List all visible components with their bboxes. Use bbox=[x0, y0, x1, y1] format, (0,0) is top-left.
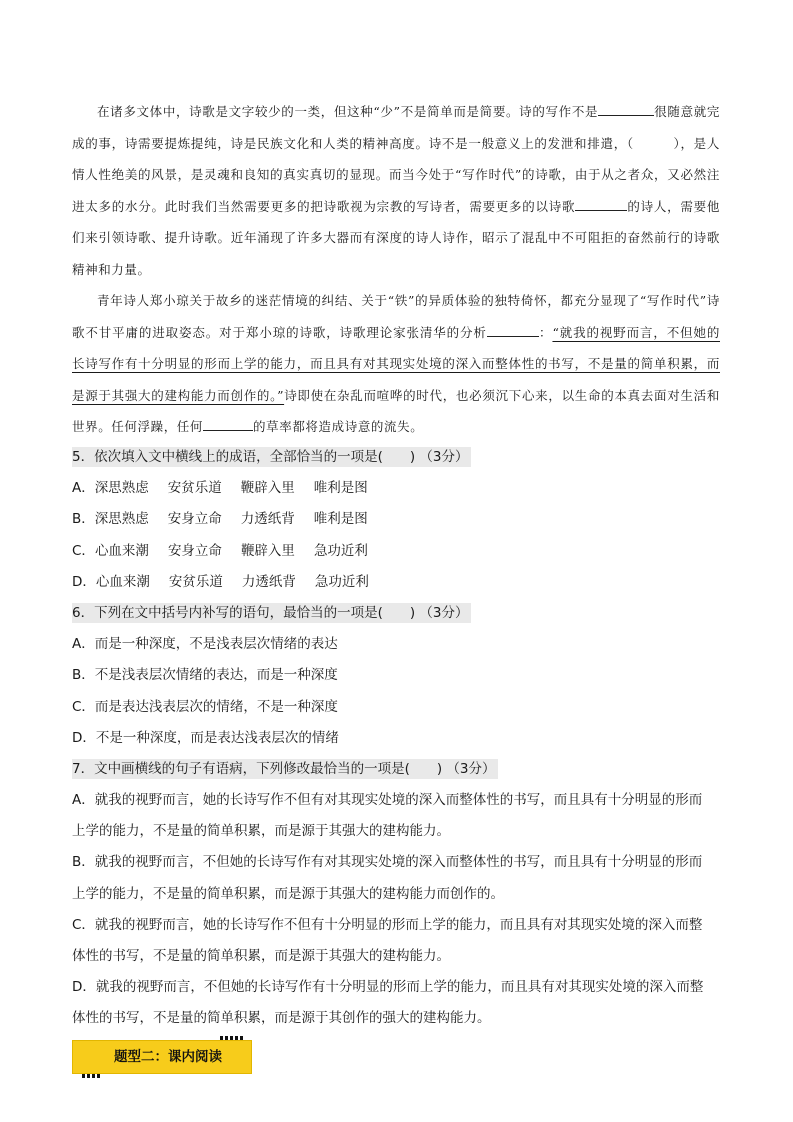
section-title: 题型二：课内阅读 bbox=[114, 1049, 222, 1065]
option-word: 鞭辟入里 bbox=[240, 542, 295, 559]
option-word: 深思熟虑 bbox=[94, 480, 149, 497]
question-7-option-c[interactable]: C．就我的视野而言，她的长诗写作不但有十分明显的形而上学的能力，而且具有对其现实处境的深入而整 bbox=[72, 916, 703, 933]
section-banner bbox=[72, 1036, 252, 1078]
question-5-option-a[interactable] bbox=[72, 473, 732, 504]
option-word: 力透纸背 bbox=[240, 511, 295, 528]
underlined-sentence: “就我的视野而言，不但她的长诗写作有十分明显的形而上学的能力，而且具有对其现实处境的深入而整体性的书写，不是量的简单积累，而是源于其强大的建构能力而创作的。” bbox=[72, 324, 720, 403]
passage-paragraph-1 bbox=[72, 96, 720, 285]
passage-text: 的草率都将造成诗意的流失。 bbox=[253, 419, 424, 434]
question-6-option-c[interactable]: C．而是表达浅表层次的情绪，不是一种深度 bbox=[72, 698, 338, 715]
question-5-option-b[interactable] bbox=[72, 504, 732, 535]
option-word: 安身立命 bbox=[167, 511, 222, 528]
question-6-option-d[interactable]: D．不是一种深度，而是表达浅表层次的情绪 bbox=[72, 729, 339, 746]
question-stem: 5．依次填入文中横线上的成语，全部恰当的一项是( ) （3分） bbox=[72, 449, 469, 465]
decor-dots bbox=[82, 1074, 100, 1078]
question-7-option-b-cont: 上学的能力，不是量的简单积累，而是源于其强大的建构能力而创作的。 bbox=[72, 885, 504, 902]
question-stem: 7．文中画横线的句子有语病，下列修改最恰当的一项是( ) （3分） bbox=[72, 760, 496, 777]
passage-text: 在诸多文体中，诗歌是文字较少的一类，但这种“少”不是简单而是简要。诗的写作不是 bbox=[97, 104, 599, 119]
passage-paragraph-2 bbox=[72, 285, 720, 443]
question-7-option-d[interactable]: D．就我的视野而言，不但她的长诗写作有十分明显的形而上学的能力，而且具有对其现实处境的深入而整 bbox=[72, 979, 704, 996]
question-7-option-c-cont: 体性的书写，不是量的简单积累，而是源于其强大的建构能力。 bbox=[72, 948, 450, 964]
question-stem: 6．下列在文中括号内补写的语句，最恰当的一项是( ) （3分） bbox=[72, 604, 469, 621]
question-5-stem bbox=[72, 442, 732, 473]
questions-block bbox=[72, 442, 732, 1035]
question-7-option-d-cont: 体性的书写，不是量的简单积累，而是源于其创作的强大的建构能力。 bbox=[72, 1010, 491, 1027]
option-letter: A． bbox=[72, 480, 95, 497]
question-7-stem bbox=[72, 754, 732, 785]
question-7-option-a-cont: 上学的能力，不是量的简单积累，而是源于其强大的建构能力。 bbox=[72, 823, 450, 840]
option-letter: D． bbox=[72, 573, 96, 590]
option-word: 力透纸背 bbox=[241, 573, 296, 590]
answer-blank-1[interactable] bbox=[598, 114, 654, 116]
option-word: 急功近利 bbox=[314, 573, 369, 590]
option-letter: C． bbox=[72, 542, 95, 559]
question-7-option-b[interactable]: B．就我的视野而言，不但她的长诗写作有对其现实处境的深入而整体性的书写，而且具有十分明显的形而 bbox=[72, 854, 703, 871]
question-7-option-a[interactable]: A．就我的视野而言，她的长诗写作不但有对其现实处境的深入而整体性的书写，而且具有十分明显的形而 bbox=[72, 792, 703, 809]
option-word: 急功近利 bbox=[313, 542, 368, 559]
option-word: 安身立命 bbox=[167, 542, 222, 559]
answer-blank-3[interactable] bbox=[487, 335, 539, 337]
option-word: 心血来潮 bbox=[94, 542, 149, 559]
option-word: 心血来潮 bbox=[95, 573, 150, 590]
question-5-option-d[interactable] bbox=[72, 567, 732, 598]
passage-text: ： bbox=[538, 324, 553, 340]
option-letter: B． bbox=[72, 511, 95, 528]
passage-text: 青年诗人郑小琼关于故乡的迷茫情境的纠结、关于“铁”的异质体验的独特倚怀，都充分显现了“写作时代”诗歌不甘平庸的进取姿态。对于郑小琼的诗歌，诗歌理论家张清华的分析 bbox=[72, 293, 720, 340]
answer-blank-4[interactable] bbox=[203, 429, 253, 431]
passage-text: 很随意就完成的事，诗需要提炼提纯，诗是民族文化和人类的精神高度。诗不是一般意义上的发泄和排遣，（ ），是人情人性绝美的风景，是灵魂和良知的真实真切的显现。而当今处于“写作时代”的诗歌，由于从之者众，又必然注进太多的水分。此时我们当然需要更多的把诗歌视为宗教的写诗者，需要更多的以诗歌 bbox=[72, 104, 720, 214]
option-word: 安贫乐道 bbox=[167, 480, 222, 497]
option-word: 鞭辟入里 bbox=[240, 480, 295, 497]
option-word: 深思熟虑 bbox=[94, 511, 149, 528]
question-5-option-c[interactable] bbox=[72, 536, 732, 567]
question-6-option-a[interactable]: A．而是一种深度，不是浅表层次情绪的表达 bbox=[72, 636, 338, 653]
answer-blank-2[interactable] bbox=[575, 209, 627, 211]
option-word: 唯利是图 bbox=[313, 480, 368, 497]
question-6-stem bbox=[72, 598, 732, 629]
option-word: 安贫乐道 bbox=[168, 573, 223, 590]
passage-text: 的诗人，需要他们来引领诗歌、提升诗歌。近年涌现了许多大器而有深度的诗人诗作，昭示了混乱中不可阻拒的奋然前行的诗歌精神和力量。 bbox=[72, 198, 720, 277]
passage-text: 诗即使在杂乱而喧哗的时代，也必须沉下心来，以生命的本真去面对生活和世界。任何浮躁，任何 bbox=[72, 387, 720, 434]
question-6-option-b[interactable]: B．不是浅表层次情绪的表达，而是一种深度 bbox=[72, 667, 338, 684]
option-word: 唯利是图 bbox=[313, 511, 368, 528]
